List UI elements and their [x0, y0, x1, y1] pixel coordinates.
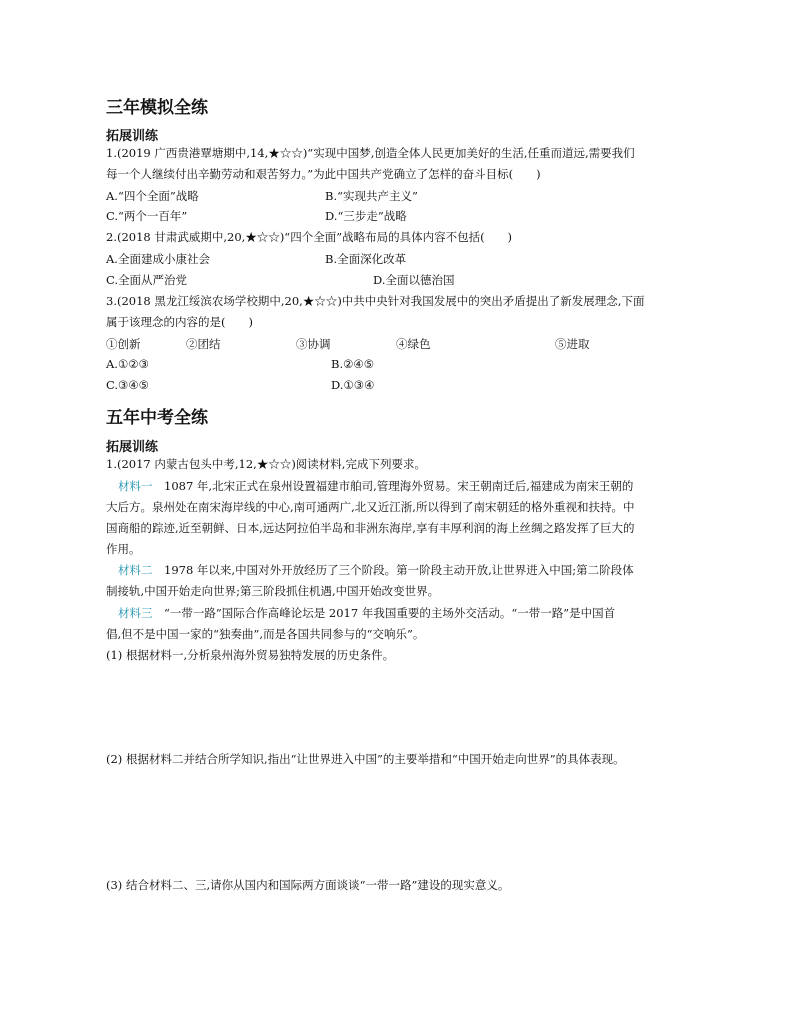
question-3-line-1: 3.(2018 黑龙江绥滨农场学校期中,20,★☆☆)中共中央针对我国发展中的突出矛盾提出了新发展理念,下面: [106, 294, 645, 308]
sub-question-1: (1) 根据材料一,分析泉州海外贸易独特发展的历史条件。: [106, 648, 395, 662]
question-3-item-3: ③协调: [296, 337, 331, 351]
question-3-option-b: B.②④⑤: [331, 357, 375, 371]
question-1-option-b: B.“实现共产主义”: [325, 189, 418, 203]
question-2-line-1: 2.(2018 甘肃武威期中,20,★☆☆)“四个全面”战略布局的具体内容不包括( ): [106, 230, 513, 244]
question-3-option-a: A.①②③: [106, 357, 149, 371]
question-3-item-5: ⑤进取: [555, 337, 590, 351]
material-1-line-3: 国商船的踪迹,近至朝鲜、日本,远达阿拉伯半岛和非洲东海岸,享有丰厚利润的海上丝绸之路发挥了巨大的: [106, 521, 635, 535]
material-1-text: 1087 年,北宋正式在泉州设置福建市舶司,管理海外贸易。宋王朝南迁后,福建成为南宋王朝的: [152, 479, 634, 493]
question-3-line-2: 属于该理念的内容的是( ): [106, 315, 253, 329]
material-3-line-2: 倡,但不是中国一家的“独奏曲”,而是各国共同参与的“交响乐”。: [106, 627, 425, 641]
question-1-option-d: D.“三步走”战略: [325, 209, 407, 223]
question-3-item-2: ②团结: [186, 337, 221, 351]
question-3-item-1: ①创新: [106, 337, 141, 351]
material-3-text: “一带一路”国际合作高峰论坛是 2017 年我国重要的主场外交活动。“一带一路”是中国首: [152, 606, 616, 620]
material-2-line-2: 制接轨,中国开始走向世界;第三阶段抓住机遇,中国开始改变世界。: [106, 584, 440, 598]
question-2-option-b: B.全面深化改革: [325, 252, 407, 266]
question-3-option-c: C.③④⑤: [106, 378, 149, 392]
section-title-sanian: 三年模拟全练: [106, 98, 208, 118]
section-title-wunian: 五年中考全练: [106, 408, 208, 428]
question-2-option-d: D.全面以德治国: [373, 273, 455, 287]
material-3-line-1: [118, 606, 615, 620]
material-1-line-1: [118, 479, 633, 493]
question-3-option-d: D.①③④: [331, 378, 375, 392]
question-1-line-2: 每一个人继续付出辛勤劳动和艰苦努力。”为此中国共产党确立了怎样的奋斗目标( ): [106, 167, 541, 181]
material-1-line-4: 作用。: [106, 542, 141, 556]
question-2-option-c: C.全面从严治党: [106, 273, 188, 287]
material-1-label: 材料一: [118, 479, 153, 493]
material-2-label: 材料二: [118, 563, 153, 577]
sub-question-3: (3) 结合材料二、三,请你从国内和国际两方面谈谈“一带一路”建设的现实意义。: [106, 878, 510, 892]
material-1-line-2: 大后方。泉州处在南宋海岸线的中心,南可通两广,北又近江浙,所以得到了南宋朝廷的格外重视和扶持。中: [106, 500, 635, 514]
material-2-line-1: [118, 563, 634, 577]
question-2-option-a: A.全面建成小康社会: [106, 252, 210, 266]
sub-question-2: (2) 根据材料二并结合所学知识,指出“让世界进入中国”的主要举措和“中国开始走向世界”的具体表现。: [106, 752, 625, 766]
section-subtitle: 拓展训练: [106, 440, 159, 455]
question-1-option-c: C.“两个一百年”: [106, 209, 188, 223]
question-1-option-a: A.“四个全面”战略: [106, 189, 199, 203]
reading-question-line-1: 1.(2017 内蒙古包头中考,12,★☆☆)阅读材料,完成下列要求。: [106, 457, 426, 471]
material-3-label: 材料三: [118, 606, 153, 620]
section-subtitle: 拓展训练: [106, 129, 159, 144]
material-2-text: 1978 年以来,中国对外开放经历了三个阶段。第一阶段主动开放,让世界进入中国;第二阶段体: [152, 563, 634, 577]
question-3-item-4: ④绿色: [396, 337, 431, 351]
question-1-line-1: 1.(2019 广西贵港覃塘期中,14,★☆☆)“实现中国梦,创造全体人民更加美好的生活,任重而道远,需要我们: [106, 146, 635, 160]
